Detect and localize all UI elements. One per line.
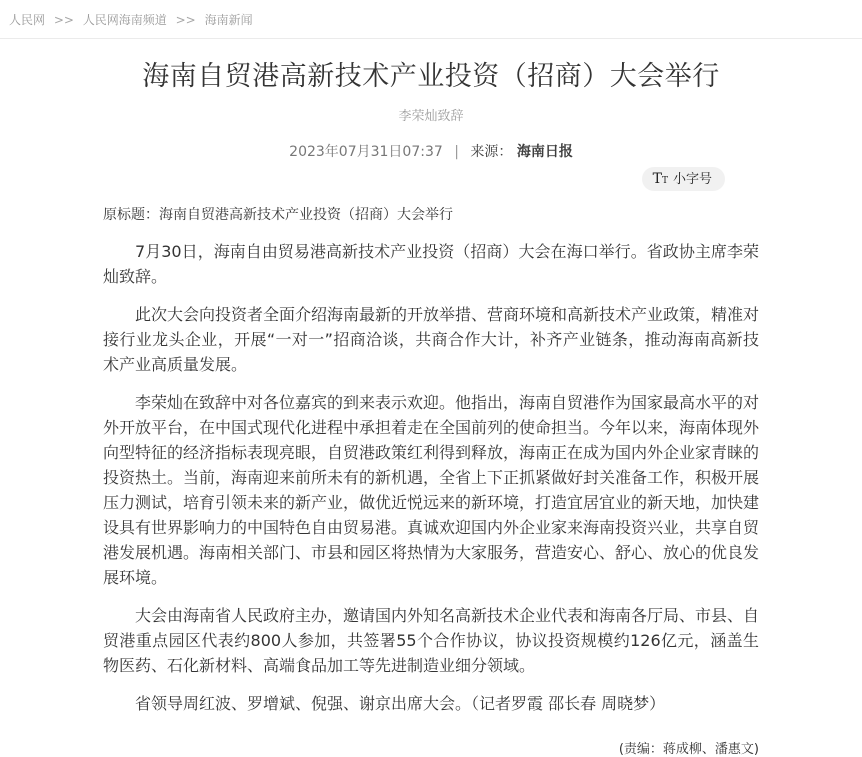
article-body [103,204,759,757]
breadcrumb-link-renminwang[interactable]: 人民网 [9,13,46,27]
publish-date: 2023年07月31日07:37 [289,144,443,160]
breadcrumb-link-hainan-channel[interactable]: 人民网海南频道 [82,13,167,27]
breadcrumb-separator: >> [53,13,74,27]
breadcrumb-separator: >> [175,13,196,27]
article-content [103,60,759,757]
article-paragraph: 此次大会向投资者全面介绍海南最新的开放举措、营商环境和高新技术产业政策，精准对接行业龙头企业，开展“一对一”招商洽谈，共商合作大计，补齐产业链条，推动海南高新技术产业高质量发展。 [103,305,760,374]
article-subtitle: 李荣灿致辞 [398,109,464,124]
article-toolbar [103,167,725,191]
article-title: 海南自贸港高新技术产业投资（招商）大会举行 [142,61,720,92]
font-size-button[interactable] [642,167,725,191]
article-meta [103,141,759,161]
article-paragraph: 7月30日，海南自由贸易港高新技术产业投资（招商）大会在海口举行。省政协主席李荣灿致辞。 [103,242,759,286]
breadcrumb-link-hainan-news[interactable]: 海南新闻 [204,13,253,27]
text-size-icon: T T [652,171,668,187]
source-link[interactable]: 海南日报 [516,144,573,160]
article-paragraph: 李荣灿在致辞中对各位嘉宾的到来表示欢迎。他指出，海南自贸港作为国家最高水平的对外开放平台，在中国式现代化进程中承担着走在全国前列的使命担当。今年以来，海南体现外向型特征的经济指标表现亮眼，自贸港政策红利得到释放，海南正在成为国内外企业家青睐的投资热土。当前，海南迎来前所未有的新机遇，全省上下正抓紧做好封关准备工作，积极开展压力测试，培育引领未来的新产业，做优近悦远来的新环境，打造宜居宜业的新天地，加快建设具有世界影响力的中国特色自由贸易港。真诚欢迎国内外企业家来海南投资兴业，共享自贸港发展机遇。海南相关部门、市县和园区将热情为大家服务，营造安心、舒心、放心的优良发展环境。 [103,393,760,587]
article-paragraph: 大会由海南省人民政府主办，邀请国内外知名高新技术企业代表和海南各厅局、市县、自贸港重点园区代表约800人参加，共签署55个合作协议，协议投资规模约126亿元，涵盖生物医药、石化新材料、高端食品加工等先进制造业细分领域。 [103,606,760,675]
font-size-label: 小字号 [672,171,712,187]
article-paragraph: 省领导周红波、罗增斌、倪强、谢京出席大会。（记者罗霞 邵长春 周晓梦） [135,694,666,713]
source-label: 来源： [470,144,513,160]
original-title: 原标题：海南自贸港高新技术产业投资（招商）大会举行 [103,207,453,223]
breadcrumb [0,0,862,39]
editors-credit: (责编：蒋成柳、潘惠文) [618,742,759,757]
meta-separator: | [454,144,459,160]
